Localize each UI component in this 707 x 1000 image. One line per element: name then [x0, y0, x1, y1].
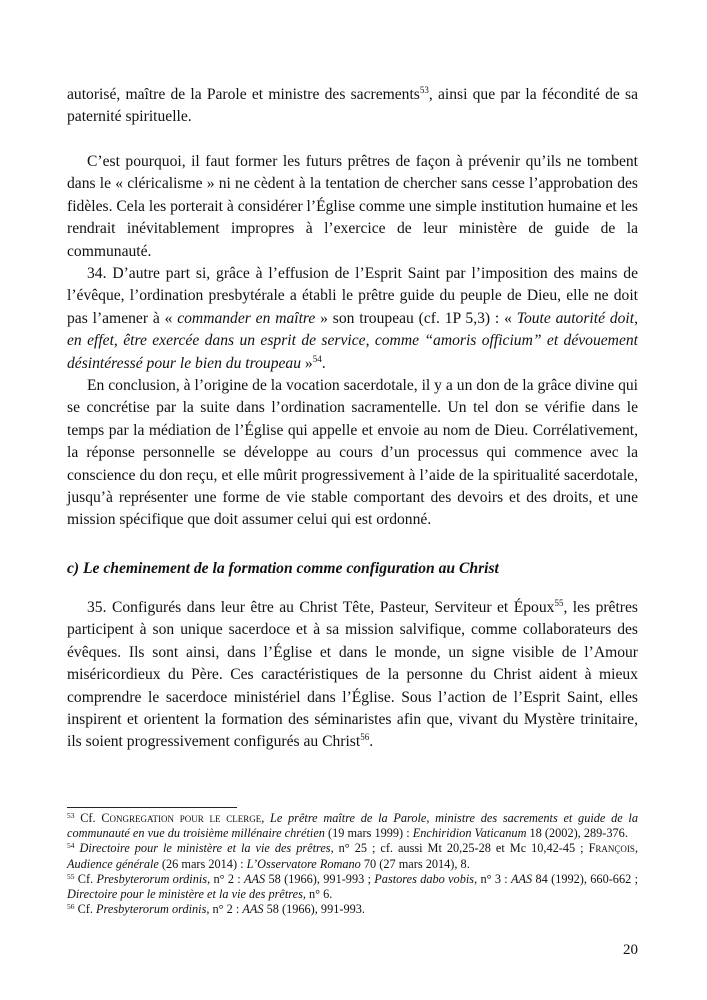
- italic-run: commander en maître: [177, 309, 316, 327]
- text-run: 35. Configurés dans leur être au Christ Tête, Pasteur, Serviteur et Époux: [87, 599, 555, 616]
- italic-quote: Toute autorité doit, en effet, être exercée dans un esprit de service, comme “amoris officium” et dévouement désintéressé pour le bien du troupeau: [67, 309, 638, 372]
- footnote-55: $^{55}$ Cf. Presbyterorum ordinis, n° 2 : AAS 58 (1966), 991-993 ; Pastores dabo vobis, n° 3 : AAS 84 (1992), 660-662 ; Directoire pour le ministère et la vie des prêtres, n° 6.: [67, 871, 638, 902]
- paragraph-35: [67, 597, 638, 754]
- paragraph-conclusion: En conclusion, à l’origine de la vocation sacerdotale, il y a un don de la grâce divine qui se concrétise par la suite dans l’ordination sacramentelle. Un tel don se vérifie dans le temps par la médiation de l’Église qui appelle et envoie au nom de Dieu. Corrélativement, la réponse personnelle se développe au cours d’un processus qui commence avec la conscience du don reçu, et elle mûrit progressivement à l’aide de la spiritualité sacerdotale, jusqu’à représenter une forme de vie stable comportant des devoirs et des droits, et une mission spécifique que doit assumer celui qui est ordonné.: [67, 377, 638, 529]
- text-run: 34. D’autre part si, grâce à l’effusion de l’Esprit Saint par l’imposition des mains de l’évêque, l’ordination presbytérale a établi le prêtre guide du peuple de Dieu, elle ne doit pas l’amener à «: [67, 265, 638, 327]
- text-run: »: [301, 354, 313, 372]
- text-run: , ainsi que par la fécondité de sa paternité spirituelle.: [67, 86, 638, 126]
- footnote-54: $^{54}$ Directoire pour le ministère et la vie des prêtres, n° 25 ; cf. aussi Mt 20,25-28 et Mc 10,42-45 ; François, Audience générale (26 mars 2014) : L’Osservatore Romano 70 (27 mars 2014), 8.: [67, 841, 639, 871]
- paragraph-continuation: [67, 84, 638, 129]
- text-run: » son troupeau (cf. 1P 5,3) : «: [315, 309, 517, 327]
- paragraph-34: [67, 263, 638, 375]
- text-run: .: [369, 733, 374, 751]
- footnote-ref-55[interactable]: 55: [554, 598, 564, 608]
- footnote-ref-54[interactable]: 54: [312, 353, 322, 364]
- footnote-ref-56[interactable]: 56: [360, 732, 370, 743]
- footnotes: [67, 811, 638, 917]
- footnote-53: $^{53}$ Cf. Congregation pour le clerge, Le prêtre maître de la Parole, ministre des sacrements et guide de la communauté en vue du troisième millénaire chrétien (19 mars 1999) : Enchiridion Vaticanum 18 (2002), 289-376.: [67, 811, 638, 841]
- text-run: .: [321, 354, 326, 372]
- footnote-56: $^{56}$ Cf. Presbyterorum ordinis, n° 2 : AAS 58 (1966), 991-993.: [67, 902, 365, 917]
- text-run: autorisé, maître de la Parole et ministre des sacrements: [67, 86, 420, 103]
- section-heading: c) Le cheminement de la formation comme configuration au Christ: [67, 560, 499, 577]
- text-run: , les prêtres participent à son unique sacerdoce et à sa mission salvifique, comme collaborateurs des évêques. Ils sont ainsi, dans l’Église et dans le monde, un signe visible de l’Amour miséricordieux du Père. Ces caractéristiques de la personne du Christ aident à mieux comprendre le sacerdoce ministériel dans l’Église. Sous l’action de l’Esprit Saint, elles inspirent et orientent la formation des séminaristes afin que, vivant du Mystère trinitaire, ils soient progressivement configurés au Christ: [67, 599, 638, 751]
- page-number: 20: [623, 942, 638, 958]
- paragraph-clericalism: C’est pourquoi, il faut former les futurs prêtres de façon à prévenir qu’ils ne tombent dans le « cléricalisme » ni ne cèdent à la tentation de chercher sans cesse l’approbation des fidèles. Cela les porterait à considérer l’Église comme une simple institution humaine et les rendrait inévitablement impropres à l’exercice de leur ministère de guide de la communauté.: [67, 153, 638, 260]
- footnote-ref-53[interactable]: 53: [419, 85, 429, 95]
- footnote-separator: [67, 807, 237, 808]
